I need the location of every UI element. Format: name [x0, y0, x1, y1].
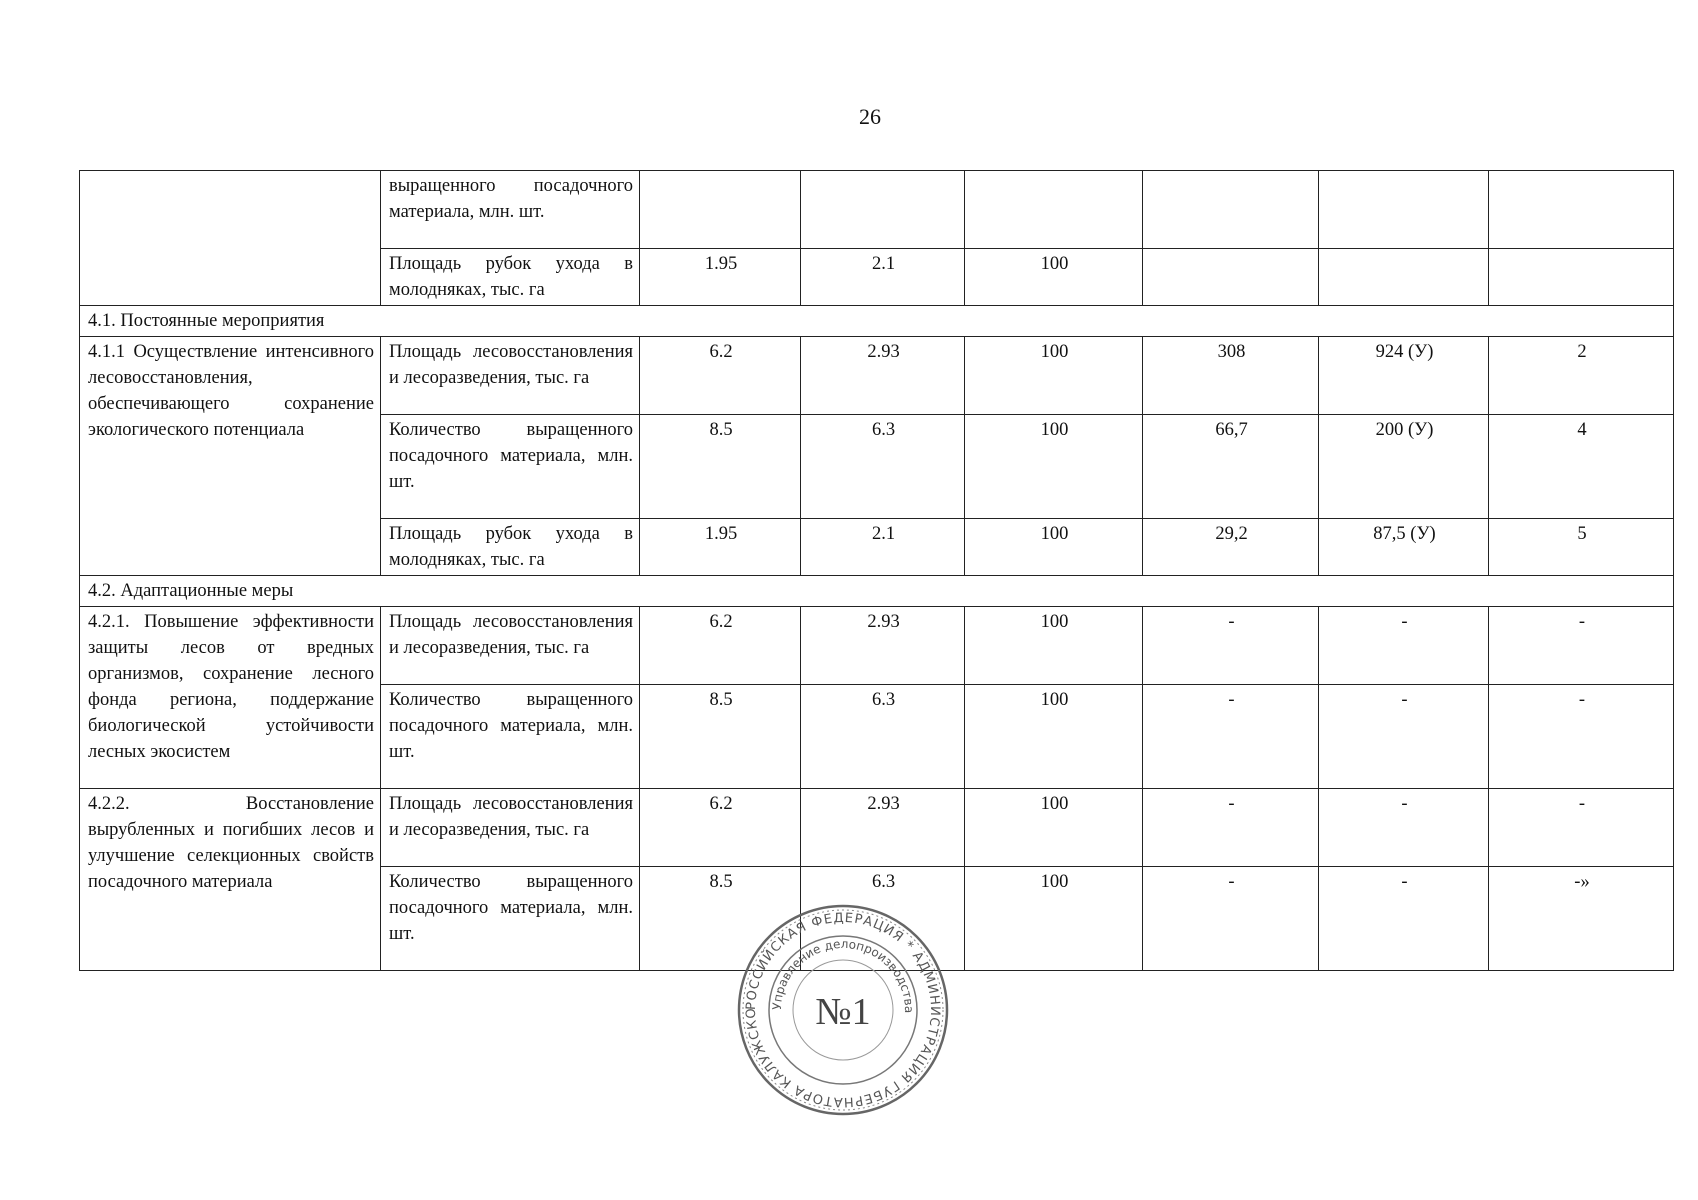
indicator-cell: Площадь рубок ухода в молодняках, тыс. га	[381, 249, 640, 306]
value-cell: -	[1143, 685, 1319, 789]
indicator-cell: Количество выращенного посадочного материала, млн. шт.	[381, 415, 640, 519]
seal-graphic	[733, 900, 953, 1120]
table-row	[80, 337, 1674, 415]
value-cell: 8.5	[640, 415, 801, 519]
value-cell: 100	[965, 607, 1143, 685]
indicator-cell: Площадь лесовосстановления и лесоразведения, тыс. га	[381, 337, 640, 415]
value-cell: 6.3	[801, 685, 965, 789]
value-cell: 100	[965, 519, 1143, 576]
measure-cell: 4.1.1 Осуществление интенсивного лесовосстановления, обеспечивающего сохранение экологического потенциала	[80, 337, 381, 576]
value-cell: 6.3	[801, 415, 965, 519]
page-number: 26	[859, 104, 881, 129]
indicator-cell: Количество выращенного посадочного материала, млн. шт.	[381, 685, 640, 789]
value-cell: -	[1143, 607, 1319, 685]
indicator-cell: выращенного посадочного материала, млн. шт.	[381, 171, 640, 249]
value-cell: 924 (У)	[1319, 337, 1489, 415]
measure-cell	[80, 171, 381, 306]
value-cell: 5	[1489, 519, 1674, 576]
value-cell: -	[1489, 607, 1674, 685]
section-title: 4.1. Постоянные мероприятия	[80, 306, 1674, 337]
value-cell: 2.93	[801, 337, 965, 415]
value-cell: 8.5	[640, 685, 801, 789]
value-cell: -	[1319, 685, 1489, 789]
value-cell: 1.95	[640, 249, 801, 306]
value-cell: 2.93	[801, 607, 965, 685]
value-cell: 2.1	[801, 519, 965, 576]
section-title: 4.2. Адаптационные меры	[80, 576, 1674, 607]
measure-cell: 4.2.2. Восстановление вырубленных и погибших лесов и улучшение селекционных свойств посадочного материала	[80, 789, 381, 971]
value-cell: -	[1319, 607, 1489, 685]
indicator-cell: Площадь лесовосстановления и лесоразведения, тыс. га	[381, 607, 640, 685]
indicators-table	[79, 170, 1674, 971]
value-cell: 100	[965, 685, 1143, 789]
official-seal-stamp	[733, 900, 953, 1120]
value-cell: 100	[965, 867, 1143, 971]
value-cell: 6.2	[640, 337, 801, 415]
value-cell: 100	[965, 337, 1143, 415]
value-cell: -	[1489, 789, 1674, 867]
value-cell: 1.95	[640, 519, 801, 576]
measure-cell: 4.2.1. Повышение эффективности защиты лесов от вредных организмов, сохранение лесного фонда региона, поддержание биологической устойчивости лесных экосистем	[80, 607, 381, 789]
indicator-cell: Площадь лесовосстановления и лесоразведения, тыс. га	[381, 789, 640, 867]
table-row	[80, 171, 1674, 249]
value-cell: -	[1143, 867, 1319, 971]
section-row	[80, 306, 1674, 337]
value-cell: 2.93	[801, 789, 965, 867]
value-cell: 29,2	[1143, 519, 1319, 576]
seal-outer-text: РОССИЙСКАЯ ФЕДЕРАЦИЯ * АДМИНИСТРАЦИЯ ГУБЕРНАТОРА КАЛУЖСКО	[743, 910, 943, 1110]
indicator-cell: Площадь рубок ухода в молодняках, тыс. га	[381, 519, 640, 576]
table-row	[80, 607, 1674, 685]
value-cell: 100	[965, 249, 1143, 306]
value-cell: 100	[965, 789, 1143, 867]
value-cell: -»	[1489, 867, 1674, 971]
indicator-cell: Количество выращенного посадочного материала, млн. шт.	[381, 867, 640, 971]
value-cell: 87,5 (У)	[1319, 519, 1489, 576]
value-cell: 6.3	[801, 867, 965, 971]
seal-inner-text: Управление делопроизводства	[769, 936, 917, 1014]
value-cell: 308	[1143, 337, 1319, 415]
value-cell: -	[1489, 685, 1674, 789]
value-cell: -	[1319, 867, 1489, 971]
value-cell: 2	[1489, 337, 1674, 415]
value-cell: -	[1319, 789, 1489, 867]
seal-number: №1	[815, 991, 871, 1033]
value-cell: 4	[1489, 415, 1674, 519]
value-cell: 8.5	[640, 867, 801, 971]
value-cell: 6.2	[640, 789, 801, 867]
value-cell: 200 (У)	[1319, 415, 1489, 519]
value-cell: 100	[965, 415, 1143, 519]
value-cell: 6.2	[640, 607, 801, 685]
section-row	[80, 576, 1674, 607]
value-cell: 66,7	[1143, 415, 1319, 519]
table-row	[80, 789, 1674, 867]
value-cell: 2.1	[801, 249, 965, 306]
value-cell: -	[1143, 789, 1319, 867]
